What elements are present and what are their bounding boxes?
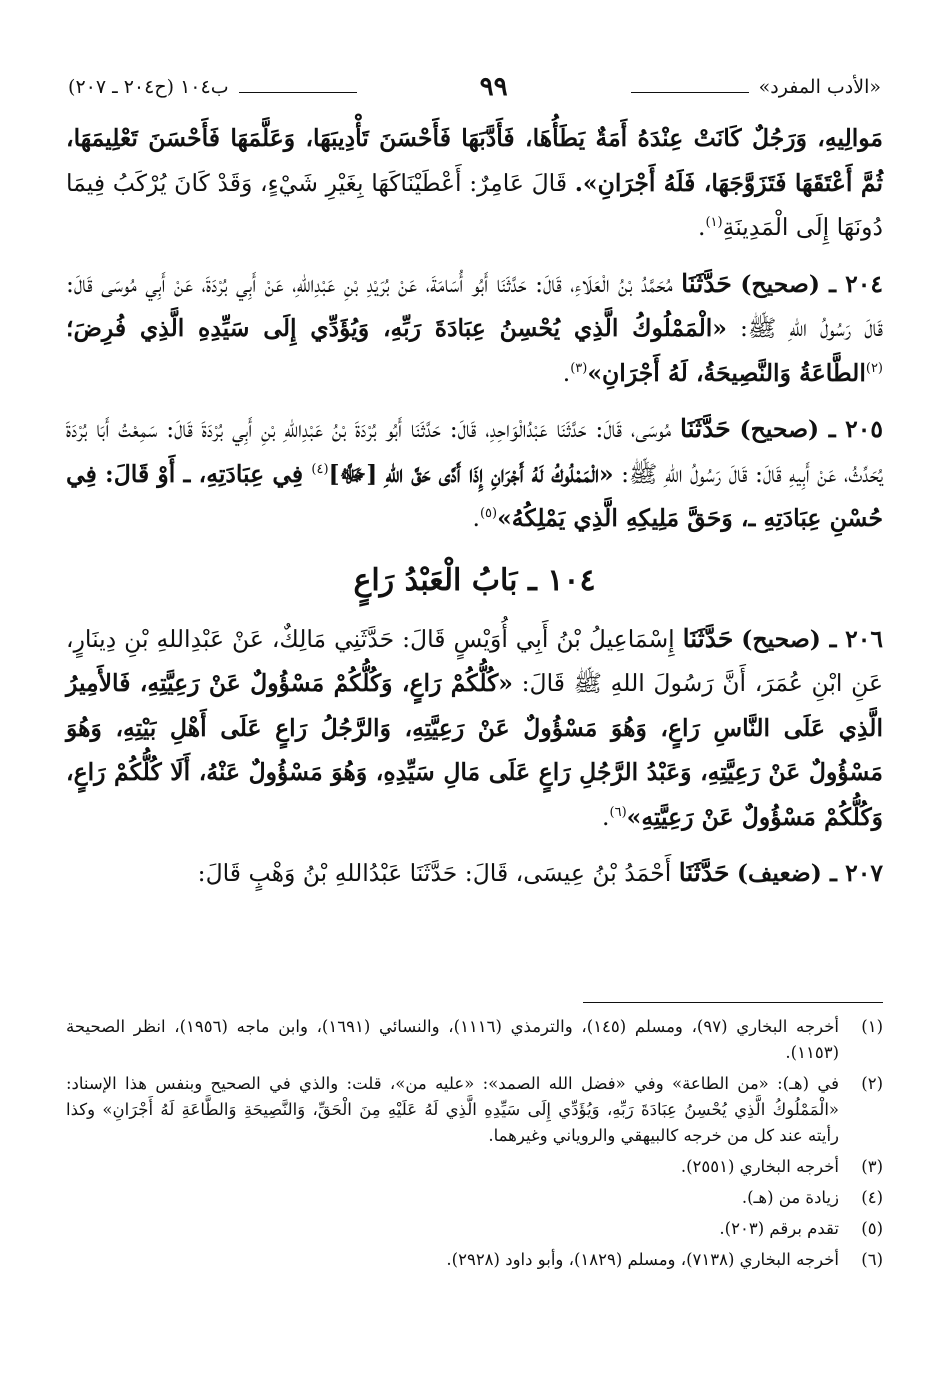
- book-title: «الأدب المفرد»: [758, 76, 881, 98]
- haddathana-206: حَدَّثَنَا: [682, 623, 734, 653]
- footnote-text: أخرجه البخاري (٧١٣٨)، ومسلم (١٨٢٩)، وأبو داود (٢٩٢٨).: [446, 1250, 839, 1269]
- chapter-title: ١٠٤ ـ بَابُ الْعَبْدُ رَاعٍ: [353, 562, 596, 598]
- footnotes: [66, 1014, 883, 1278]
- footnote-text: تقدم برقم (٢٠٣).: [719, 1219, 839, 1238]
- continued-comment: قَالَ عَامِرٌ: أَعْطَيْنَاكَهَا بِغَيْرِ شَيْءٍ، وَقَدْ كَانَ يُرْكَبُ فِيمَا دُونَهَا إِلَى الْمَدِينَةِ: [66, 168, 883, 241]
- footnote-ref-4[interactable]: (٤): [311, 461, 329, 477]
- footnote-2: [66, 1071, 883, 1149]
- hadith-206-label: ٢٠٦ ـ (صحيح): [741, 624, 883, 653]
- footnote-text: في (هـ): «من الطاعة» وفي «فضل الله الصمد»: «عليه من»، قلت: والذي في الصحيح وبنفس هذا الإسناد: «الْمَمْلُوكُ الَّذِي يُحْسِنُ عِبَادَةَ رَبِّهِ، وَيُؤَدِّي إِلَى سَيِّدِهِ الَّذِي لَهُ عَلَيْهِ مِنَ الْحَقِّ، وَالنَّصِيحَةِ وَالطَّاعَةِ لَهُ أَجْرَانِ» وكذا رأيته عند كل من خرجه كالبيهقي والروياني وغيرهما.: [66, 1074, 839, 1145]
- hadith-204-matn-cont: الطَّاعَةُ وَالنَّصِيحَةُ، لَهُ أَجْرَانِ»: [587, 358, 866, 387]
- continued-hadith: مَوالِيهِ، وَرَجُلٌ كَانَتْ عِنْدَهُ أَمَةٌ يَطَأُهَا، فَأَدَّبَهَا فَأَحْسَنَ تَأْدِيبَهَا، وَعَلَّمَهَا فَأَحْسَنَ تَعْلِيمَهَا، ثُمَّ أَعْتَقَهَا فَتَزَوَّجَهَا، فَلَهُ أَجْرَانِ». قَالَ عَامِرٌ: أَعْطَيْنَاكَهَا بِغَيْرِ شَيْءٍ، وَقَدْ كَانَ يُرْكَبُ فِيمَا دُونَهَا إِلَى الْمَدِينَةِ$^{(١)}$.: [66, 124, 883, 241]
- footnote-3: [66, 1154, 883, 1180]
- footnote-ref-3[interactable]: (٣): [570, 360, 588, 376]
- haddathana-204: حَدَّثَنَا: [681, 268, 732, 298]
- hadith-206-isnad: إِسْمَاعِيلُ بْنُ أَبِي أُوَيْسٍ قَالَ: حَدَّثَنِي مَالِكٌ، عَنْ عَبْدِاللهِ بْنِ دِينَارٍ، عَنِ ابْنِ عُمَرَ، أَنَّ رَسُولَ اللهِ ﷺ قَالَ:: [66, 624, 884, 697]
- haddathana-207: حَدَّثَنَا: [678, 858, 730, 887]
- hadith-204-matn: «الْمَمْلُوكُ الَّذِي يُحْسِنُ عِبَادَةَ رَبِّهِ، وَيُؤَدِّي إِلَى سَيِّدِهِ الَّذِي فُرِضَ؛: [66, 314, 727, 342]
- hadith-206: ٢٠٦ ـ (صحيح) حَدَّثَنَا إِسْمَاعِيلُ بْنُ أَبِي أُوَيْسٍ قَالَ: حَدَّثَنِي مَالِكٌ، عَنْ عَبْدِاللهِ بْنِ دِينَارٍ، عَنِ ابْنِ عُمَرَ، أَنَّ رَسُولَ اللهِ ﷺ قَالَ: «كُلُّكُمْ رَاعٍ، وَكُلُّكُمْ مَسْؤُولٌ عَنْ رَعِيَّتِهِ، فَالأَمِيرُ الَّذِي عَلَى النَّاسِ رَاعٍ، وَهُوَ مَسْؤُولٌ عَنْ رَعِيَّتِهِ، وَالرَّجُلُ رَاعٍ عَلَى أَهْلِ بَيْتِهِ، وَهُوَ مَسْؤُولٌ عَنْ رَعِيَّتِهِ، وَعَبْدُ الرَّجُلِ رَاعٍ عَلَى مَالِ سَيِّدِهِ، وَهُوَ مَسْؤُولٌ عَنْهُ، أَلَا كُلُّكُمْ رَاعٍ، وَكُلُّكُمْ مَسْؤُولٌ عَنْ رَعِيَّتِهِ»$^{(٦)}$.: [66, 623, 884, 831]
- footnote-ref-2[interactable]: (٢): [865, 360, 883, 376]
- footnote-number: (٣): [861, 1157, 883, 1176]
- footnote-ref-6[interactable]: (٦): [609, 804, 627, 820]
- hadith-207-isnad: أَحْمَدُ بْنُ عِيسَى، قَالَ: حَدَّثَنَا عَبْدُاللهِ بْنُ وَهْبٍ قَالَ:: [197, 859, 679, 887]
- main-text: [66, 116, 883, 908]
- footnote-5: [66, 1216, 883, 1242]
- hadith-204-isnad: مُحَمَّدُ بْنُ الْعَلَاءِ، قَالَ: حَدَّثَنَا أَبُو أُسَامَةَ، عَنْ بُرَيْدِ بْنِ عَبْدِاللهِ، عَنْ أَبِي بُرْدَةَ، عَنْ أَبِي مُوسَى قَالَ: قَالَ رَسُولُ اللهِ ﷺ:: [66, 269, 883, 342]
- header-rule-left: [239, 92, 357, 93]
- footnote-ref-5[interactable]: (٥): [479, 506, 498, 522]
- page-number: ٩٩: [479, 72, 508, 102]
- footnote-1: [66, 1014, 883, 1066]
- hadith-205-matn-cont: فِي عِبَادَتِهِ، ـ أَوْ قَالَ: فِي حُسْنِ عِبَادَتِهِ ـ، وَحَقَّ مَلِيكِهِ الَّذِي يَمْلِكُهُ»: [66, 459, 883, 532]
- hadith-207-label: ٢٠٧ ـ (ضعيف): [736, 859, 883, 887]
- haddathana-205: حَدَّثَنَا: [679, 414, 731, 443]
- footnote-text: أخرجه البخاري (٢٥٥١).: [680, 1157, 839, 1176]
- footnote-6: [66, 1247, 883, 1273]
- header-left: [68, 76, 357, 98]
- running-header: [68, 70, 881, 104]
- footnote-number: (٦): [861, 1250, 883, 1269]
- hadith-205: ٢٠٥ ـ (صحيح) حَدَّثَنَا مُوسَى، قَالَ: حَدَّثَنَا عَبْدُالْوَاحِدِ، قَالَ: حَدَّثَنَا أَبُو بُرْدَةَ بْنُ عَبْدِاللهِ بْنِ أَبِي بُرْدَةَ قَالَ: سَمِعْتُ أَبَا بُرْدَةَ يُحَدِّثُ، عَنْ أَبِيهِ قَالَ: قَالَ رَسُولُ اللهِ ﷺ: «الْمَمْلُوكُ لَهُ أَجْرَانِ إِذَا أَدَّى حَقَّ اللهِ [ﷻ]$^{(٤)}$ فِي عِبَادَتِهِ، ـ أَوْ قَالَ: فِي حُسْنِ عِبَادَتِهِ ـ، وَحَقَّ مَلِيكِهِ الَّذِي يَمْلِكُهُ»$^{(٥)}$.: [66, 414, 883, 532]
- footnote-number: (٥): [861, 1219, 883, 1238]
- hadith-205-isnad: مُوسَى، قَالَ: حَدَّثَنَا عَبْدُالْوَاحِدِ، قَالَ: حَدَّثَنَا أَبُو بُرْدَةَ بْنُ عَبْدِاللهِ بْنِ أَبِي بُرْدَةَ قَالَ: سَمِعْتُ أَبَا بُرْدَةَ يُحَدِّثُ، عَنْ أَبِيهِ قَالَ: قَالَ رَسُولُ اللهِ ﷺ:: [66, 415, 883, 488]
- hadith-204: ٢٠٤ ـ (صحيح) حَدَّثَنَا مُحَمَّدُ بْنُ الْعَلَاءِ، قَالَ: حَدَّثَنَا أَبُو أُسَامَةَ، عَنْ بُرَيْدِ بْنِ عَبْدِاللهِ، عَنْ أَبِي بُرْدَةَ، عَنْ أَبِي مُوسَى قَالَ: قَالَ رَسُولُ اللهِ ﷺ: «الْمَمْلُوكُ الَّذِي يُحْسِنُ عِبَادَةَ رَبِّهِ، وَيُؤَدِّي إِلَى سَيِّدِهِ الَّذِي فُرِضَ؛ $^{(٢)}$الطَّاعَةُ وَالنَّصِيحَةُ، لَهُ أَجْرَانِ»$^{(٣)}$.: [66, 268, 883, 387]
- footnote-4: [66, 1185, 883, 1211]
- hadith-207: [66, 851, 883, 896]
- footnote-number: (١): [861, 1017, 883, 1036]
- chapter-range: ب١٠٤ (ح٢٠٤ ـ ٢٠٧): [68, 76, 229, 98]
- hadith-206-matn: «كُلُّكُمْ رَاعٍ، وَكُلُّكُمْ مَسْؤُولٌ عَنْ رَعِيَّتِهِ، فَالأَمِيرُ الَّذِي عَلَى النَّاسِ رَاعٍ، وَهُوَ مَسْؤُولٌ عَنْ رَعِيَّتِهِ، وَالرَّجُلُ رَاعٍ عَلَى أَهْلِ بَيْتِهِ، وَهُوَ مَسْؤُولٌ عَنْ رَعِيَّتِهِ، وَعَبْدُ الرَّجُلِ رَاعٍ عَلَى مَالِ سَيِّدِهِ، وَهُوَ مَسْؤُولٌ عَنْهُ، أَلَا كُلُّكُمْ رَاعٍ، وَكُلُّكُمْ مَسْؤُولٌ عَنْ رَعِيَّتِهِ»: [66, 669, 883, 831]
- continued-matn: مَوالِيهِ، وَرَجُلٌ كَانَتْ عِنْدَهُ أَمَةٌ يَطَأُهَا، فَأَدَّبَهَا فَأَحْسَنَ تَأْدِيبَهَا، وَعَلَّمَهَا فَأَحْسَنَ تَعْلِيمَهَا، ثُمَّ أَعْتَقَهَا فَتَزَوَّجَهَا، فَلَهُ أَجْرَانِ».: [66, 124, 883, 197]
- header-rule-right: [631, 92, 749, 93]
- hadith-205-label: ٢٠٥ ـ (صحيح): [739, 415, 883, 443]
- footnote-number: (٤): [861, 1188, 883, 1207]
- hadith-205-matn: «الْمَمْلُوكُ لَهُ أَجْرَانِ إِذَا أَدَّى حَقَّ اللهِ [ﷻ]: [328, 459, 614, 488]
- footnote-text: زيادة من (هـ).: [741, 1188, 839, 1207]
- hadith-204-label: ٢٠٤ ـ (صحيح): [740, 269, 883, 298]
- footnote-text: أخرجه البخاري (٩٧)، ومسلم (١٤٥)، والترمذي (١١١٦)، والنسائي (١٦٩١)، وابن ماجه (١٩٥٦)، انظر الصحيحة (١١٥٣).: [66, 1017, 839, 1062]
- footnote-separator: [583, 1002, 883, 1003]
- footnote-number: (٢): [861, 1074, 883, 1093]
- header-right: [631, 76, 881, 98]
- footnote-ref-1[interactable]: (١): [705, 215, 723, 231]
